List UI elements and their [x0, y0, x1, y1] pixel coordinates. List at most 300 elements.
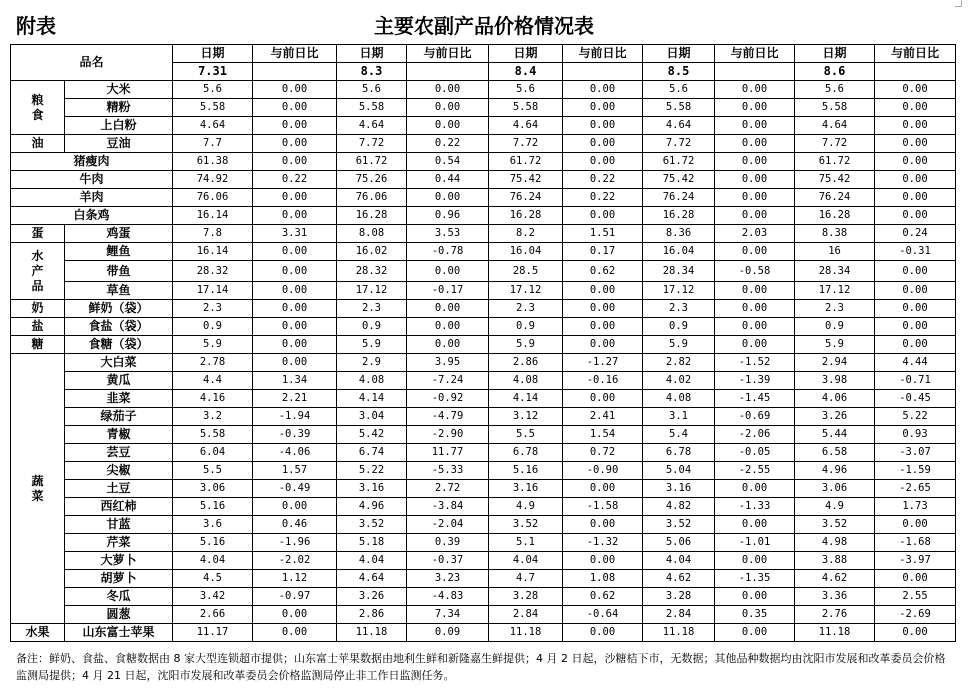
price-cell: 4.62	[643, 570, 715, 588]
date-change-blank	[407, 63, 489, 81]
change-cell: 0.00	[715, 624, 795, 642]
product-name: 芹菜	[65, 534, 173, 552]
price-cell: 5.5	[173, 462, 253, 480]
change-cell: 0.00	[715, 300, 795, 318]
date-value: 8.3	[337, 63, 407, 81]
date-value: 8.6	[795, 63, 875, 81]
price-cell: 8.38	[795, 225, 875, 243]
table-row	[11, 336, 956, 354]
change-cell: -0.58	[715, 261, 795, 282]
table-row	[11, 189, 956, 207]
product-name: 胡萝卜	[65, 570, 173, 588]
change-cell: -7.24	[407, 372, 489, 390]
change-label: 与前日比	[715, 45, 795, 63]
price-cell: 2.3	[173, 300, 253, 318]
change-cell: 0.00	[407, 318, 489, 336]
change-cell: 0.00	[253, 99, 337, 117]
change-cell: 0.00	[875, 135, 956, 153]
price-cell: 5.9	[489, 336, 563, 354]
change-cell: -4.79	[407, 408, 489, 426]
date-value: 8.4	[489, 63, 563, 81]
change-cell: 0.00	[407, 336, 489, 354]
price-cell: 76.24	[489, 189, 563, 207]
change-cell: -2.02	[253, 552, 337, 570]
table-row	[11, 426, 956, 444]
product-name: 草鱼	[65, 282, 173, 300]
product-name: 绿茄子	[65, 408, 173, 426]
product-name: 大萝卜	[65, 552, 173, 570]
category-label	[11, 300, 65, 318]
change-cell: 0.00	[715, 552, 795, 570]
table-row	[11, 498, 956, 516]
table-row	[11, 354, 956, 372]
change-cell: 0.00	[715, 243, 795, 261]
price-cell: 4.96	[337, 498, 407, 516]
price-cell: 16.28	[337, 207, 407, 225]
change-label: 与前日比	[253, 45, 337, 63]
price-cell: 28.34	[795, 261, 875, 282]
change-cell: 0.00	[715, 336, 795, 354]
table-row	[11, 624, 956, 642]
price-cell: 11.18	[489, 624, 563, 642]
change-cell: -2.04	[407, 516, 489, 534]
table-row	[11, 261, 956, 282]
price-cell: 11.17	[173, 624, 253, 642]
table-row	[11, 372, 956, 390]
price-cell: 3.1	[643, 408, 715, 426]
table-row	[11, 117, 956, 135]
price-cell: 5.58	[489, 99, 563, 117]
change-cell: -0.17	[407, 282, 489, 300]
price-cell: 5.58	[643, 99, 715, 117]
product-name: 鸡蛋	[65, 225, 173, 243]
price-cell: 2.86	[337, 606, 407, 624]
product-name: 大白菜	[65, 354, 173, 372]
price-cell: 16.02	[337, 243, 407, 261]
price-cell: 2.66	[173, 606, 253, 624]
price-cell: 4.64	[337, 570, 407, 588]
category-label	[11, 135, 65, 153]
price-cell: 5.22	[337, 462, 407, 480]
change-cell: -1.33	[715, 498, 795, 516]
category-text: 盐	[31, 319, 44, 333]
product-name: 猪瘦肉	[11, 153, 173, 171]
change-cell: 0.00	[875, 570, 956, 588]
price-cell: 8.36	[643, 225, 715, 243]
price-cell: 4.9	[795, 498, 875, 516]
change-cell: 0.00	[253, 207, 337, 225]
price-cell: 5.5	[489, 426, 563, 444]
price-cell: 3.6	[173, 516, 253, 534]
price-cell: 16	[795, 243, 875, 261]
table-row	[11, 462, 956, 480]
price-cell: 76.24	[795, 189, 875, 207]
category-label	[11, 318, 65, 336]
product-name: 牛肉	[11, 171, 173, 189]
product-name: 土豆	[65, 480, 173, 498]
category-label	[11, 243, 65, 300]
change-cell: 0.00	[715, 135, 795, 153]
product-name: 羊肉	[11, 189, 173, 207]
price-cell: 3.26	[337, 588, 407, 606]
price-cell: 3.42	[173, 588, 253, 606]
change-cell: 1.34	[253, 372, 337, 390]
product-name: 大米	[65, 81, 173, 99]
change-cell: 0.00	[253, 189, 337, 207]
price-cell: 5.6	[337, 81, 407, 99]
price-cell: 4.7	[489, 570, 563, 588]
price-cell: 3.98	[795, 372, 875, 390]
price-cell: 17.14	[173, 282, 253, 300]
change-cell: 2.21	[253, 390, 337, 408]
price-cell: 3.52	[643, 516, 715, 534]
price-cell: 5.18	[337, 534, 407, 552]
product-name: 精粉	[65, 99, 173, 117]
change-cell: 2.55	[875, 588, 956, 606]
change-cell: 11.77	[407, 444, 489, 462]
price-cell: 28.34	[643, 261, 715, 282]
change-cell: 0.24	[875, 225, 956, 243]
change-cell: -0.90	[563, 462, 643, 480]
price-cell: 2.86	[489, 354, 563, 372]
change-cell: 0.00	[253, 282, 337, 300]
price-cell: 5.9	[643, 336, 715, 354]
price-cell: 16.28	[643, 207, 715, 225]
product-name: 豆油	[65, 135, 173, 153]
price-cell: 75.42	[489, 171, 563, 189]
table-row	[11, 534, 956, 552]
product-name: 尖椒	[65, 462, 173, 480]
table-row	[11, 408, 956, 426]
price-cell: 5.6	[173, 81, 253, 99]
table-row	[11, 552, 956, 570]
price-cell: 17.12	[489, 282, 563, 300]
price-cell: 5.58	[795, 99, 875, 117]
price-cell: 4.96	[795, 462, 875, 480]
change-cell: 0.00	[563, 480, 643, 498]
change-cell: -0.92	[407, 390, 489, 408]
price-cell: 7.72	[795, 135, 875, 153]
date-change-blank	[253, 63, 337, 81]
price-cell: 5.44	[795, 426, 875, 444]
table-row	[11, 225, 956, 243]
change-cell: 7.34	[407, 606, 489, 624]
table-row	[11, 99, 956, 117]
price-cell: 3.16	[643, 480, 715, 498]
change-cell: 0.00	[715, 153, 795, 171]
price-cell: 4.04	[173, 552, 253, 570]
page-title: 主要农副产品价格情况表	[374, 14, 594, 38]
date-change-blank	[715, 63, 795, 81]
change-cell: 0.00	[253, 354, 337, 372]
appendix-label: 附表	[16, 14, 56, 38]
table-row	[11, 318, 956, 336]
table-row	[11, 243, 956, 261]
price-cell: 5.06	[643, 534, 715, 552]
change-cell: 3.23	[407, 570, 489, 588]
change-cell: 0.00	[715, 81, 795, 99]
change-cell: 0.17	[563, 243, 643, 261]
header-row	[11, 45, 956, 63]
date-label: 日期	[643, 45, 715, 63]
product-name: 青椒	[65, 426, 173, 444]
price-cell: 11.18	[337, 624, 407, 642]
change-cell: 0.00	[253, 117, 337, 135]
change-cell: -3.97	[875, 552, 956, 570]
price-cell: 5.6	[643, 81, 715, 99]
change-cell: 0.00	[875, 300, 956, 318]
price-table	[10, 44, 956, 642]
name-header: 品名	[11, 45, 173, 81]
price-cell: 6.78	[643, 444, 715, 462]
change-cell: -4.83	[407, 588, 489, 606]
price-cell: 0.9	[337, 318, 407, 336]
price-cell: 2.84	[643, 606, 715, 624]
change-cell: 0.00	[407, 261, 489, 282]
change-cell: -1.35	[715, 570, 795, 588]
price-cell: 11.18	[795, 624, 875, 642]
change-cell: 0.46	[253, 516, 337, 534]
price-cell: 3.16	[337, 480, 407, 498]
change-cell: 0.00	[563, 153, 643, 171]
price-cell: 4.64	[795, 117, 875, 135]
price-cell: 28.5	[489, 261, 563, 282]
change-cell: 5.22	[875, 408, 956, 426]
product-name: 冬瓜	[65, 588, 173, 606]
change-cell: 0.72	[563, 444, 643, 462]
price-cell: 16.14	[173, 243, 253, 261]
category-text: 蛋	[31, 226, 44, 240]
change-cell: -1.45	[715, 390, 795, 408]
change-cell: 0.00	[715, 588, 795, 606]
price-cell: 0.9	[173, 318, 253, 336]
change-cell: 0.00	[875, 282, 956, 300]
change-cell: -0.45	[875, 390, 956, 408]
change-cell: 3.53	[407, 225, 489, 243]
change-cell: 0.00	[715, 516, 795, 534]
price-cell: 3.16	[489, 480, 563, 498]
price-cell: 61.38	[173, 153, 253, 171]
category-text: 水产品	[31, 248, 44, 293]
header	[0, 0, 968, 42]
change-cell: -1.68	[875, 534, 956, 552]
price-cell: 0.9	[489, 318, 563, 336]
price-cell: 76.24	[643, 189, 715, 207]
table-row	[11, 480, 956, 498]
change-cell: 0.00	[715, 318, 795, 336]
price-cell: 5.04	[643, 462, 715, 480]
price-cell: 4.14	[337, 390, 407, 408]
price-cell: 5.42	[337, 426, 407, 444]
date-value: 8.5	[643, 63, 715, 81]
price-cell: 74.92	[173, 171, 253, 189]
change-cell: 0.00	[253, 336, 337, 354]
price-cell: 17.12	[795, 282, 875, 300]
price-cell: 5.6	[795, 81, 875, 99]
price-cell: 2.82	[643, 354, 715, 372]
product-name: 圆葱	[65, 606, 173, 624]
price-cell: 3.06	[795, 480, 875, 498]
price-cell: 4.08	[489, 372, 563, 390]
change-cell: 1.73	[875, 498, 956, 516]
price-cell: 3.28	[643, 588, 715, 606]
change-cell: 0.00	[715, 189, 795, 207]
change-cell: 0.00	[563, 99, 643, 117]
price-cell: 4.64	[337, 117, 407, 135]
change-cell: -0.37	[407, 552, 489, 570]
table-row	[11, 171, 956, 189]
date-value: 7.31	[173, 63, 253, 81]
price-cell: 5.1	[489, 534, 563, 552]
price-cell: 5.58	[173, 426, 253, 444]
category-text: 水果	[25, 625, 50, 639]
price-cell: 7.7	[173, 135, 253, 153]
change-cell: 1.08	[563, 570, 643, 588]
price-cell: 7.72	[337, 135, 407, 153]
price-cell: 3.26	[795, 408, 875, 426]
price-cell: 17.12	[337, 282, 407, 300]
change-cell: -1.52	[715, 354, 795, 372]
change-cell: 0.22	[563, 171, 643, 189]
change-cell: -2.90	[407, 426, 489, 444]
change-cell: -3.07	[875, 444, 956, 462]
category-label	[11, 624, 65, 642]
product-name: 鲤鱼	[65, 243, 173, 261]
price-cell: 76.06	[337, 189, 407, 207]
price-cell: 4.4	[173, 372, 253, 390]
change-cell: -0.64	[563, 606, 643, 624]
price-cell: 5.6	[489, 81, 563, 99]
price-cell: 61.72	[489, 153, 563, 171]
price-cell: 4.08	[337, 372, 407, 390]
price-cell: 5.4	[643, 426, 715, 444]
change-cell: -4.06	[253, 444, 337, 462]
price-cell: 3.06	[173, 480, 253, 498]
change-cell: 0.00	[715, 171, 795, 189]
change-cell: 0.00	[875, 261, 956, 282]
price-cell: 3.2	[173, 408, 253, 426]
price-cell: 3.36	[795, 588, 875, 606]
change-cell: 2.72	[407, 480, 489, 498]
price-cell: 5.58	[337, 99, 407, 117]
change-cell: 0.62	[563, 588, 643, 606]
price-cell: 61.72	[337, 153, 407, 171]
category-text: 糖	[31, 337, 44, 351]
change-cell: -0.39	[253, 426, 337, 444]
change-cell: -0.31	[875, 243, 956, 261]
change-cell: 0.00	[715, 117, 795, 135]
price-cell: 76.06	[173, 189, 253, 207]
change-cell: 0.93	[875, 426, 956, 444]
change-cell: 0.00	[563, 390, 643, 408]
price-cell: 4.06	[795, 390, 875, 408]
price-cell: 3.52	[489, 516, 563, 534]
change-cell: 0.96	[407, 207, 489, 225]
price-cell: 4.64	[643, 117, 715, 135]
product-name: 食糖（袋）	[65, 336, 173, 354]
change-cell: 0.00	[407, 81, 489, 99]
change-cell: 0.00	[875, 117, 956, 135]
category-text: 奶	[31, 301, 44, 315]
price-cell: 5.16	[489, 462, 563, 480]
change-cell: 0.22	[563, 189, 643, 207]
change-cell: 0.00	[253, 81, 337, 99]
change-cell: 0.00	[407, 99, 489, 117]
price-cell: 3.28	[489, 588, 563, 606]
price-cell: 5.16	[173, 498, 253, 516]
change-cell: 0.00	[715, 99, 795, 117]
change-cell: 0.00	[407, 117, 489, 135]
date-change-blank	[563, 63, 643, 81]
table-row	[11, 153, 956, 171]
change-cell: 0.39	[407, 534, 489, 552]
change-cell: 0.00	[563, 207, 643, 225]
category-text: 蔬菜	[31, 473, 44, 503]
price-cell: 11.18	[643, 624, 715, 642]
price-cell: 16.28	[489, 207, 563, 225]
table-row	[11, 516, 956, 534]
change-cell: -2.06	[715, 426, 795, 444]
price-cell: 2.94	[795, 354, 875, 372]
change-cell: 0.00	[253, 153, 337, 171]
change-cell: -0.05	[715, 444, 795, 462]
price-cell: 17.12	[643, 282, 715, 300]
product-name: 黄瓜	[65, 372, 173, 390]
change-cell: 1.12	[253, 570, 337, 588]
change-cell: -2.65	[875, 480, 956, 498]
change-cell: 0.00	[253, 318, 337, 336]
change-cell: -1.27	[563, 354, 643, 372]
table-row	[11, 81, 956, 99]
price-cell: 8.08	[337, 225, 407, 243]
change-cell: 0.00	[253, 606, 337, 624]
price-cell: 2.3	[643, 300, 715, 318]
change-cell: 1.57	[253, 462, 337, 480]
change-cell: -1.94	[253, 408, 337, 426]
category-text: 粮食	[31, 92, 44, 122]
change-cell: 0.00	[875, 171, 956, 189]
category-label	[11, 81, 65, 135]
product-name: 鲜奶（袋）	[65, 300, 173, 318]
price-cell: 4.5	[173, 570, 253, 588]
change-cell: -2.55	[715, 462, 795, 480]
change-cell: -1.01	[715, 534, 795, 552]
price-cell: 4.14	[489, 390, 563, 408]
price-cell: 5.9	[795, 336, 875, 354]
price-cell: 2.3	[489, 300, 563, 318]
table-row	[11, 390, 956, 408]
price-cell: 3.52	[795, 516, 875, 534]
price-cell: 7.72	[643, 135, 715, 153]
change-cell: 0.00	[563, 300, 643, 318]
footnote: 备注：鲜奶、食盐、食糖数据由 8 家大型连锁超市提供；山东富士苹果数据由地利生鲜和新隆嘉生鲜提供；4 月 2 日起，沙糖桔下市，无数据；其他品种数据均由沈阳市发展和改革委员会价格监测局提供；4 月 21 日起，沈阳市发展和改革委员会价格监测局停止非工作日监测任务。	[16, 652, 946, 682]
date-label: 日期	[337, 45, 407, 63]
price-cell: 2.84	[489, 606, 563, 624]
product-name: 食盐（袋）	[65, 318, 173, 336]
price-cell: 16.28	[795, 207, 875, 225]
table-row	[11, 207, 956, 225]
category-label	[11, 336, 65, 354]
change-cell: 0.00	[563, 282, 643, 300]
change-cell: 0.00	[407, 300, 489, 318]
price-cell: 2.3	[795, 300, 875, 318]
table-row	[11, 135, 956, 153]
change-cell: -2.69	[875, 606, 956, 624]
page-corner-mark	[955, 0, 962, 7]
product-name: 上白粉	[65, 117, 173, 135]
change-cell: 0.00	[715, 282, 795, 300]
change-cell: -0.16	[563, 372, 643, 390]
